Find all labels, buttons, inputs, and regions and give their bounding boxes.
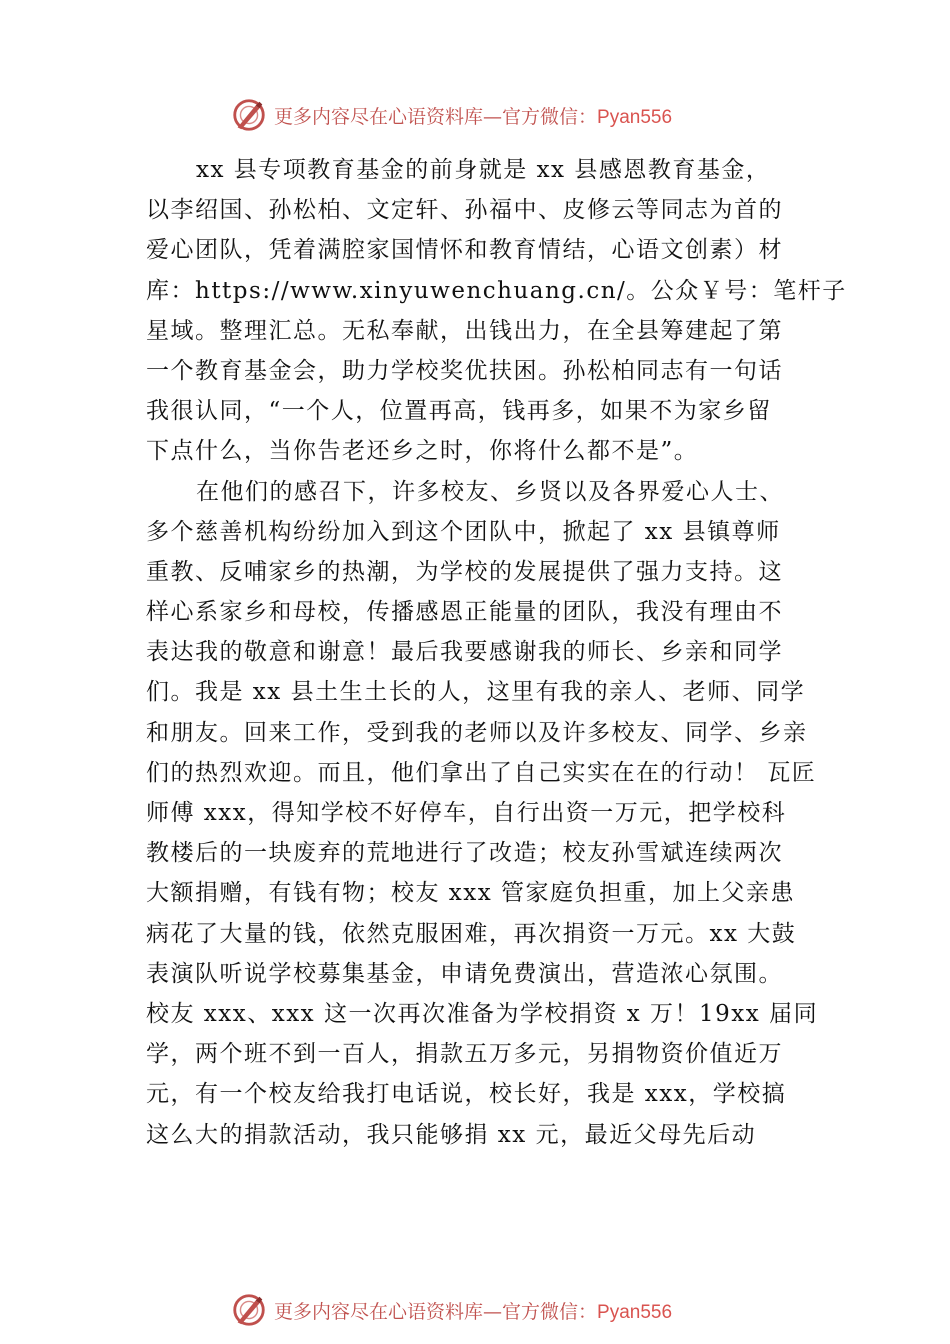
text-line: 在他们的感召下，许多校友、乡贤以及各界爱心人士、 [196,478,784,505]
text-line: 大额捐赠，有钱有物；校友 xxx 管家庭负担重，加上父亲患 [146,880,796,907]
text-line: 我很认同，“一个人，位置再高，钱再多，如果不为家乡留 [146,398,772,425]
text-line: 库：https://www.xinyuwenchuang.cn/。公众￥号：笔杆子 [146,277,847,304]
header-banner-id: Pyan556 [597,106,673,128]
text-line: 一个教育基金会，助力学校奖优扶困。孙松柏同志有一句话 [146,357,783,384]
header-banner-text [274,102,672,129]
text-line: 爱心团队，凭着满腔家国情怀和教育情结，心语文创素）材 [146,237,783,264]
text-line: 这么大的捐款活动，我只能够捐 xx 元，最近父母先后动 [146,1121,757,1148]
footer-banner-wechat: 官方微信： [502,1300,598,1323]
text-line: 病花了大量的钱，依然克服困难，再次捐资一万元。xx 大鼓 [146,920,797,947]
text-line: 表达我的敬意和谢意！最后我要感谢我的师长、乡亲和同学 [146,639,783,666]
header-banner-dash: — [483,105,503,128]
text-line: 多个慈善机构纷纷加入到这个团队中，掀起了 xx 县镇尊师 [146,518,781,545]
text-line: xx 县专项教育基金的前身就是 xx 县感恩教育基金， [196,157,771,183]
text-line: 们的热烈欢迎。而且，他们拿出了自己实实在在的行动！ 瓦匠 [146,759,817,786]
text-line: 下点什么，当你告老还乡之时，你将什么都不是”。 [146,438,699,465]
footer-banner-main: 更多内容尽在心语资料库 [274,1300,484,1323]
pen-logo-icon [230,96,268,134]
footer-banner-text [274,1297,672,1324]
text-line: 和朋友。回来工作，受到我的老师以及许多校友、同学、乡亲 [146,719,808,746]
footer-banner-dash: — [483,1300,503,1323]
header-banner-main: 更多内容尽在心语资料库 [274,105,484,128]
text-line: 们。我是 xx 县土生土长的人，这里有我的亲人、老师、同学 [146,679,806,706]
text-line: 教楼后的一块废弃的荒地进行了改造；校友孙雪斌连续两次 [146,840,783,867]
pen-logo-icon [230,1291,268,1329]
text-line: 以李绍国、孙松柏、文定轩、孙福中、皮修云等同志为首的 [146,197,783,224]
text-line: 校友 xxx、xxx 这一次再次准备为学校捐资 x 万！19xx 届同 [146,1000,819,1027]
header-banner [230,95,750,135]
text-line: 元，有一个校友给我打电话说，校长好，我是 xxx，学校搞 [146,1081,787,1108]
footer-banner [230,1290,750,1330]
text-line: 样心系家乡和母校，传播感恩正能量的团队，我没有理由不 [146,599,783,626]
text-line: 学，两个班不到一百人，捐款五万多元，另捐物资价值近万 [146,1041,783,1068]
document-body [146,150,847,1155]
text-line: 表演队听说学校募集基金，申请免费演出，营造浓心氛围。 [146,960,783,987]
text-line: 师傅 xxx，得知学校不好停车，自行出资一万元，把学校科 [146,800,787,826]
footer-banner-id: Pyan556 [597,1301,673,1323]
header-banner-wechat: 官方微信： [502,105,598,128]
text-line: 重教、反哺家乡的热潮，为学校的发展提供了强力支持。这 [146,558,783,585]
text-line: 星域。整理汇总。无私奉献，出钱出力，在全县筹建起了第 [146,317,783,344]
